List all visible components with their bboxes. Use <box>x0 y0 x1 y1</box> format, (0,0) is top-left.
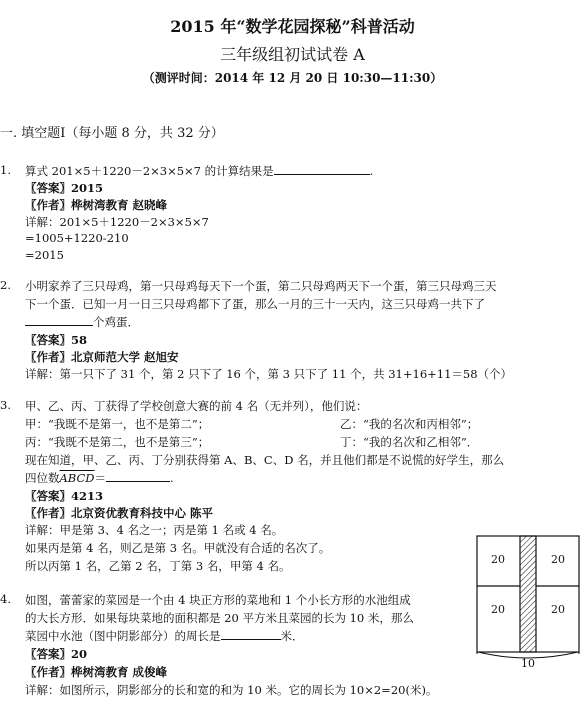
q4-line-3-text: 菜园中水池（图中阴影部分）的周长是 <box>25 629 221 643</box>
q4-line-1: 如图，蕾蕾家的菜园是一个由 4 块正方形的菜地和 1 个小长方形的水池组成 <box>25 593 411 607</box>
width-label: 10 <box>521 657 535 668</box>
q3-equals: ＝ <box>94 471 106 485</box>
q4-number: 4. <box>0 592 11 606</box>
q3-detail-3: 所以丙第 1 名，乙第 2 名，丁第 3 名，甲第 4 名。 <box>25 559 291 573</box>
q3-number: 3. <box>0 398 11 412</box>
q2-detail: 详解：第一只下了 31 个，第 2 只下了 16 个，第 3 只下了 11 个，共 31+16+11＝58（个） <box>25 367 513 381</box>
pond-shaded-area <box>520 536 536 652</box>
q2-answer: 〖答案〗58 <box>25 333 88 347</box>
q1-author: 〖作者〗桦树湾教育 赵晓峰 <box>25 198 168 212</box>
q3-bing: 丙：“我既不是第二，也不是第三”； <box>25 435 210 449</box>
q1-answer-blank <box>274 163 370 175</box>
q3-jia: 甲：“我既不是第一，也不是第二”； <box>25 417 210 431</box>
q3-line-4: 现在知道，甲、乙、丙、丁分别获得第 A、B、C、D 名，并且他们都是不说慌的好学生，那么 <box>25 453 505 467</box>
q3-line-5: 四位数ABCD＝ . <box>25 471 174 485</box>
exam-subtitle: 三年级组初试试卷 A <box>220 45 365 64</box>
q2-number: 2. <box>0 278 11 292</box>
q2-line-3-text: 个鸡蛋． <box>93 315 139 329</box>
q1-stem: 算式 201×5＋1220－2×3×5×7 的计算结果是 <box>25 164 274 178</box>
garden-figure <box>472 528 584 668</box>
q4-detail: 详解：如图所示，阴影部分的长和宽的和为 10 米。它的周长为 10×2=20(米)。 <box>25 683 438 697</box>
section-heading: 一. 填空题Ⅰ（每小题 8 分，共 32 分） <box>0 126 224 141</box>
q2-answer-blank <box>25 314 93 326</box>
q2-line-2: 下一个蛋．已知一月一日三只母鸡都下了蛋，那么一月的三十一天内，这三只母鸡一共下了 <box>25 297 485 311</box>
q3-detail-2: 如果丙是第 4 名，则乙是第 3 名。甲就没有合适的名次了。 <box>25 541 331 555</box>
q3-line-1: 甲、乙、丙、丁获得了学校创意大赛的前 4 名（无并列），他们说： <box>25 399 368 413</box>
q1-number: 1. <box>0 163 11 177</box>
q2-line-1: 小明家养了三只母鸡，第一只母鸡每天下一个蛋，第二只母鸡两天下一个蛋，第三只母鸡三天 <box>25 279 497 293</box>
q4-line-3-suffix: 米． <box>280 629 304 643</box>
plot-bottom-left-label: 20 <box>491 603 505 616</box>
q3-line-5-prefix: 四位数 <box>25 471 60 485</box>
q1-detail-3: =2015 <box>25 248 64 262</box>
q3-answer: 〖答案〗4213 <box>25 489 104 503</box>
q1-detail-1: 详解：201×5＋1220－2×3×5×7 <box>25 215 209 229</box>
q4-line-2: 的大长方形．如果每块菜地的面积都是 20 平方米且菜园的长为 10 米，那么 <box>25 611 414 625</box>
q1-detail-2: =1005+1220-210 <box>25 231 129 245</box>
q3-answer-blank <box>106 470 170 482</box>
exam-title: 2015 年“数学花园探秘”科普活动 <box>170 17 415 36</box>
q4-answer: 〖答案〗20 <box>25 647 88 661</box>
plot-top-left-label: 20 <box>491 553 505 566</box>
plot-top-right-label: 20 <box>551 553 565 566</box>
q4-line-3 <box>25 628 304 644</box>
q3-author: 〖作者〗北京资优教育科技中心 陈平 <box>25 506 214 520</box>
q1-answer: 〖答案〗2015 <box>25 181 104 195</box>
q4-answer-blank <box>221 628 281 640</box>
q2-line-3 <box>25 314 139 330</box>
q3-abcd: ABCD <box>59 471 95 485</box>
q3-yi: 乙：“我的名次和丙相邻”； <box>340 417 479 431</box>
exam-time: （测评时间：2014 年 12 月 20 日 10:30—11:30） <box>142 71 443 85</box>
q4-author: 〖作者〗桦树湾教育 成俊峰 <box>25 665 168 679</box>
q3-ding: 丁：“我的名次和乙相邻”． <box>340 435 479 449</box>
plot-bottom-right-label: 20 <box>551 603 565 616</box>
q2-author: 〖作者〗北京师范大学 赵旭安 <box>25 350 179 364</box>
q1-text: 算式 201×5＋1220－2×3×5×7 的计算结果是 . <box>25 164 374 178</box>
q3-detail-1: 详解：甲是第 3、4 名之一；丙是第 1 名或 4 名。 <box>25 523 284 537</box>
